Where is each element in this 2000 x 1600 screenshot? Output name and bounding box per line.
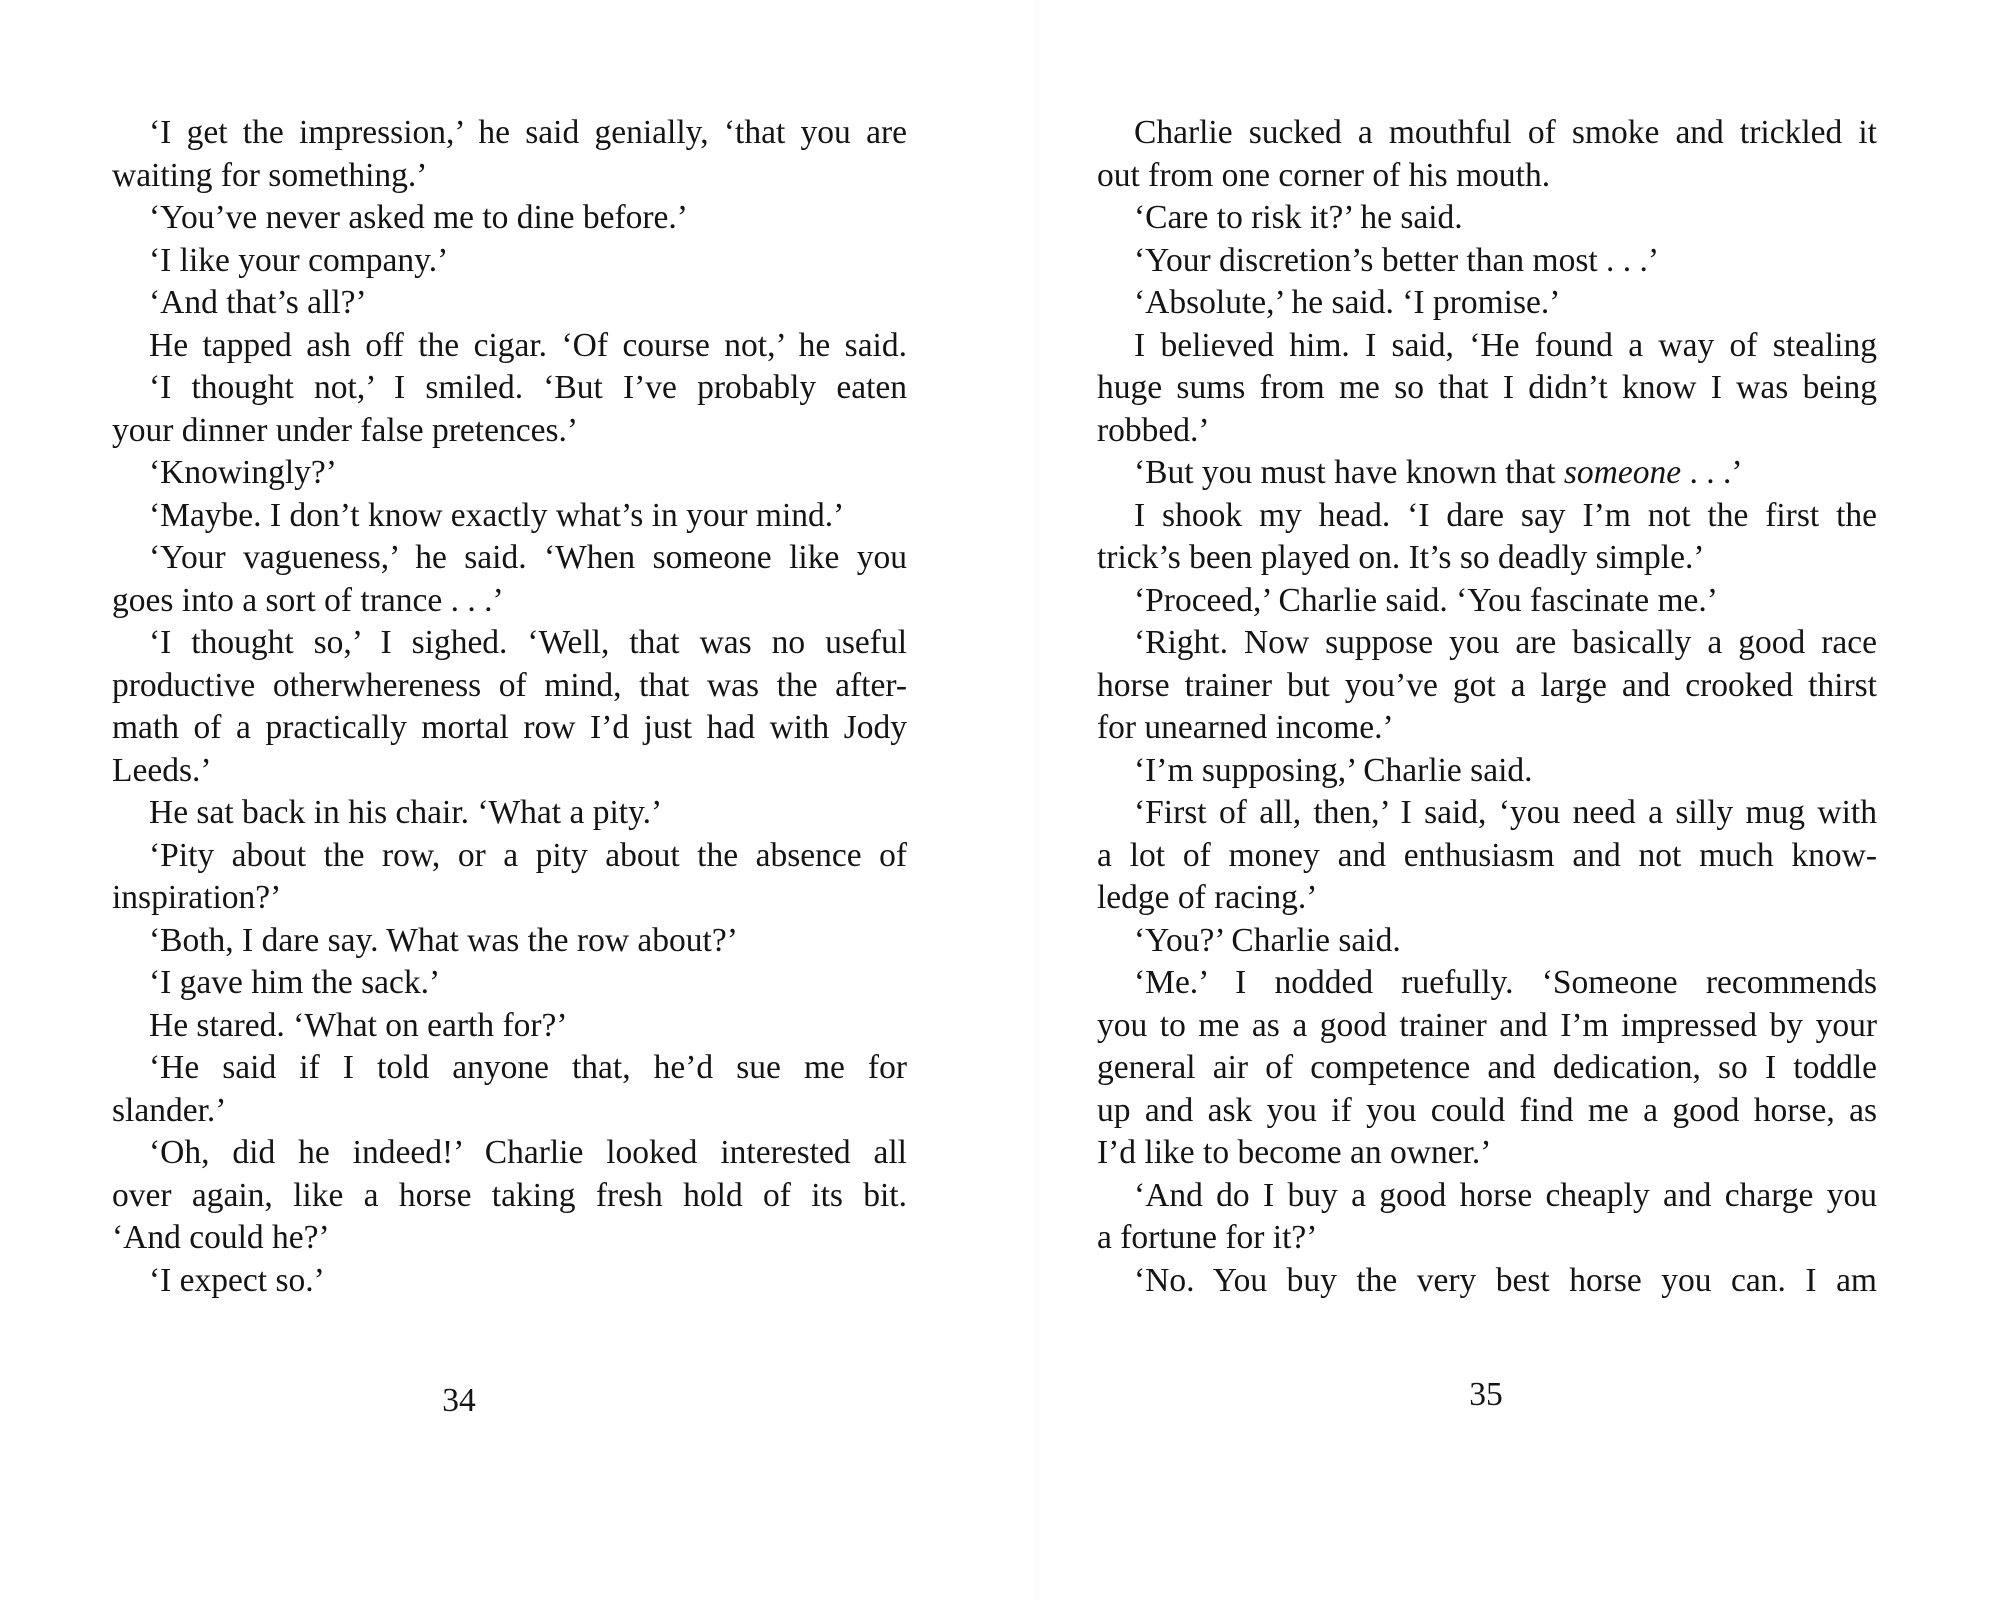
text-line: ‘And that’s all?’ xyxy=(149,284,367,321)
text-line: ‘Oh, did he indeed!’ Charlie looked interested all xyxy=(149,1134,907,1171)
text-line: your dinner under false pretences.’ xyxy=(112,411,579,449)
text-line: I shook my head. ‘I dare say I’m not the first the xyxy=(1134,496,1877,534)
text-line: ‘He said if I told anyone that, he’d sue me for xyxy=(149,1049,907,1086)
text-line: huge sums from me so that I didn’t know I was being xyxy=(1097,369,1877,406)
text-line: ‘Knowingly?’ xyxy=(149,454,337,491)
text-line: up and ask you if you could find me a good horse, as xyxy=(1097,1091,1877,1129)
text-line: ‘I’m supposing,’ Charlie said. xyxy=(1134,751,1533,789)
text-line: ‘Absolute,’ he said. ‘I promise.’ xyxy=(1134,284,1561,321)
text-line: a lot of money and enthusiasm and not much know- xyxy=(1097,836,1877,874)
text-line: math of a practically mortal row I’d just had with Jody xyxy=(112,709,907,746)
text-line: ‘Care to risk it?’ he said. xyxy=(1134,199,1463,236)
text-line: ‘Both, I dare say. What was the row about?’ xyxy=(149,921,738,959)
text-line: over again, like a horse taking fresh hold of its bit. xyxy=(112,1176,907,1214)
text-line: I believed him. I said, ‘He found a way of stealing xyxy=(1134,326,1877,364)
left-page xyxy=(112,0,907,1600)
text-line: Charlie sucked a mouthful of smoke and trickled it xyxy=(1134,114,1877,151)
text-line: you to me as a good trainer and I’m impressed by your xyxy=(1097,1006,1877,1044)
italic-text: someone xyxy=(1563,454,1682,491)
text-line: ‘I expect so.’ xyxy=(149,1261,325,1299)
text-line: ‘No. You buy the very best horse you can. I am xyxy=(1134,1261,1877,1299)
text-line: goes into a sort of trance . . .’ xyxy=(112,581,504,619)
text-span: . . .’ xyxy=(1681,454,1743,491)
text-line xyxy=(1097,452,1877,495)
text-line: ‘I gave him the sack.’ xyxy=(149,964,441,1001)
left-page-text xyxy=(112,112,907,1302)
text-line: ‘You’ve never asked me to dine before.’ xyxy=(149,199,688,236)
text-line: ‘Pity about the row, or a pity about the absence of xyxy=(149,836,907,874)
text-line: ‘And could he?’ xyxy=(112,1219,330,1256)
text-line: out from one corner of his mouth. xyxy=(1097,156,1551,194)
text-line: slander.’ xyxy=(112,1091,227,1129)
text-line: ‘I get the impression,’ he said genially, ‘that you are xyxy=(149,114,907,151)
page-number-left: 34 xyxy=(442,1382,476,1419)
book-gutter xyxy=(1032,0,1042,1600)
text-line: ‘First of all, then,’ I said, ‘you need a silly mug with xyxy=(1134,794,1877,831)
text-line: trick’s been played on. It’s so deadly simple.’ xyxy=(1097,539,1705,576)
right-page-text xyxy=(1097,112,1877,1302)
text-line: a fortune for it?’ xyxy=(1097,1219,1318,1256)
text-span: ‘But you must have known that xyxy=(1134,454,1564,491)
text-line: ‘I thought so,’ I sighed. ‘Well, that was no useful xyxy=(149,624,907,661)
page-number-right: 35 xyxy=(1469,1376,1503,1413)
text-line: He sat back in his chair. ‘What a pity.’ xyxy=(149,794,663,831)
text-line: waiting for something.’ xyxy=(112,156,428,194)
text-line: He stared. ‘What on earth for?’ xyxy=(149,1006,568,1044)
text-line: ‘I thought not,’ I smiled. ‘But I’ve probably eaten xyxy=(149,369,907,406)
text-line: ledge of racing.’ xyxy=(1097,879,1318,916)
right-page xyxy=(1097,0,1877,1600)
text-line: ‘Me.’ I nodded ruefully. ‘Someone recommends xyxy=(1134,964,1877,1001)
text-line: ‘And do I buy a good horse cheaply and charge you xyxy=(1134,1176,1877,1214)
text-line: ‘Proceed,’ Charlie said. ‘You fascinate me.’ xyxy=(1134,581,1718,619)
text-line: productive otherwhereness of mind, that was the after- xyxy=(112,666,907,704)
text-line: Leeds.’ xyxy=(112,751,212,789)
text-line: robbed.’ xyxy=(1097,411,1210,449)
text-line: ‘Right. Now suppose you are basically a good race xyxy=(1134,624,1877,661)
text-line: I’d like to become an owner.’ xyxy=(1097,1134,1492,1171)
text-line: He tapped ash off the cigar. ‘Of course not,’ he said. xyxy=(149,326,907,364)
text-line: ‘Your vagueness,’ he said. ‘When someone like you xyxy=(149,539,907,576)
text-line: ‘Your discretion’s better than most . . .’ xyxy=(1134,241,1660,279)
text-line: ‘Maybe. I don’t know exactly what’s in your mind.’ xyxy=(149,496,845,534)
text-line: ‘I like your company.’ xyxy=(149,241,449,279)
text-line: for unearned income.’ xyxy=(1097,709,1394,746)
text-line: general air of competence and dedication, so I toddle xyxy=(1097,1049,1877,1086)
text-line: horse trainer but you’ve got a large and crooked thirst xyxy=(1097,666,1877,704)
text-line: inspiration?’ xyxy=(112,879,282,916)
text-line: ‘You?’ Charlie said. xyxy=(1134,921,1401,959)
